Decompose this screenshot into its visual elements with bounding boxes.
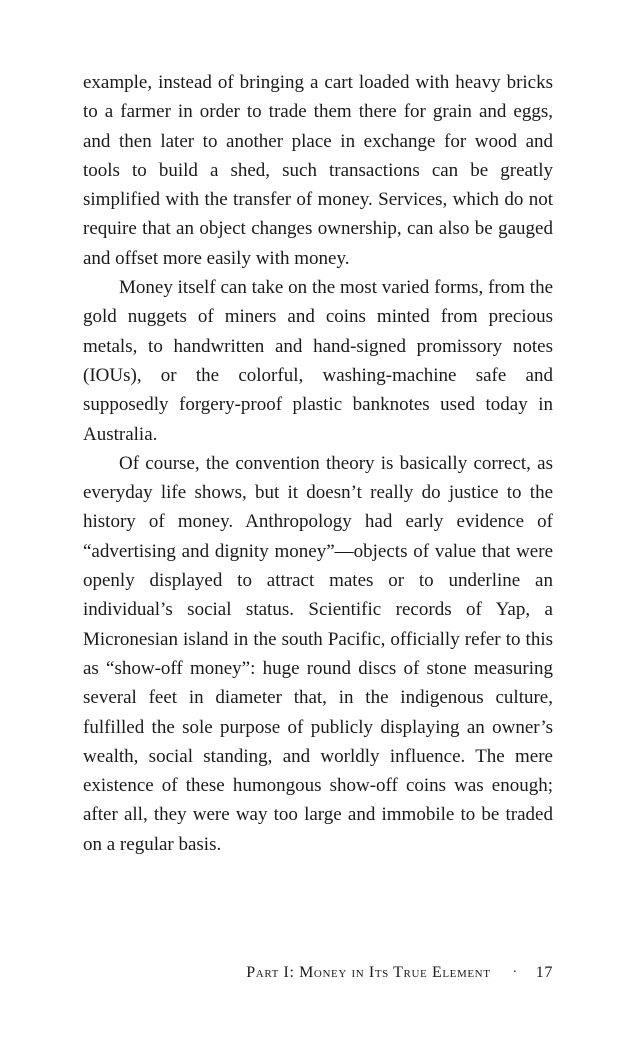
paragraph-money-forms: Money itself can take on the most varied forms, from the gold nuggets of miners and coins minted from precious metals, to handwritten and hand-signed promissory notes (IOUs), or the colorful, washing-machine safe and supposedly forgery-proof plastic banknotes used today in Australia. (83, 277, 553, 445)
paragraph-continued: example, instead of bringing a cart loaded with heavy bricks to a farmer in order to trade them there for grain and eggs, and then later to another place in exchange for wood and tools to build a shed, such transactions can be greatly simplified with the transfer of money. Services, which do not require that an object changes ownership, can also be gauged and offset more easily with money. (83, 72, 553, 269)
footer-separator: · (512, 965, 518, 980)
paragraph-convention-theory: Of course, the convention theory is basically correct, as everyday life shows, but it doesn’t really do justice to the history of money. Anthropology had early evidence of “advertising and dignity money”—objects of value that were openly displayed to attract mates or to underline an individual’s social status. Scientific records of Yap, a Micronesian island in the south Pacific, officially refer to this as “show-off money”: huge round discs of stone measuring several feet in diameter that, in the indigenous culture, fulfilled the sole purpose of publicly displaying an owner’s wealth, social standing, and worldly influence. The mere existence of these humongous show-off coins was enough; after all, they were way too large and immobile to be traded on a regular basis. (83, 452, 553, 855)
running-head: Part I: Money in Its True Element (246, 964, 491, 981)
page-number: 17 (535, 964, 553, 981)
body-text (83, 68, 553, 859)
page-footer (83, 960, 553, 986)
